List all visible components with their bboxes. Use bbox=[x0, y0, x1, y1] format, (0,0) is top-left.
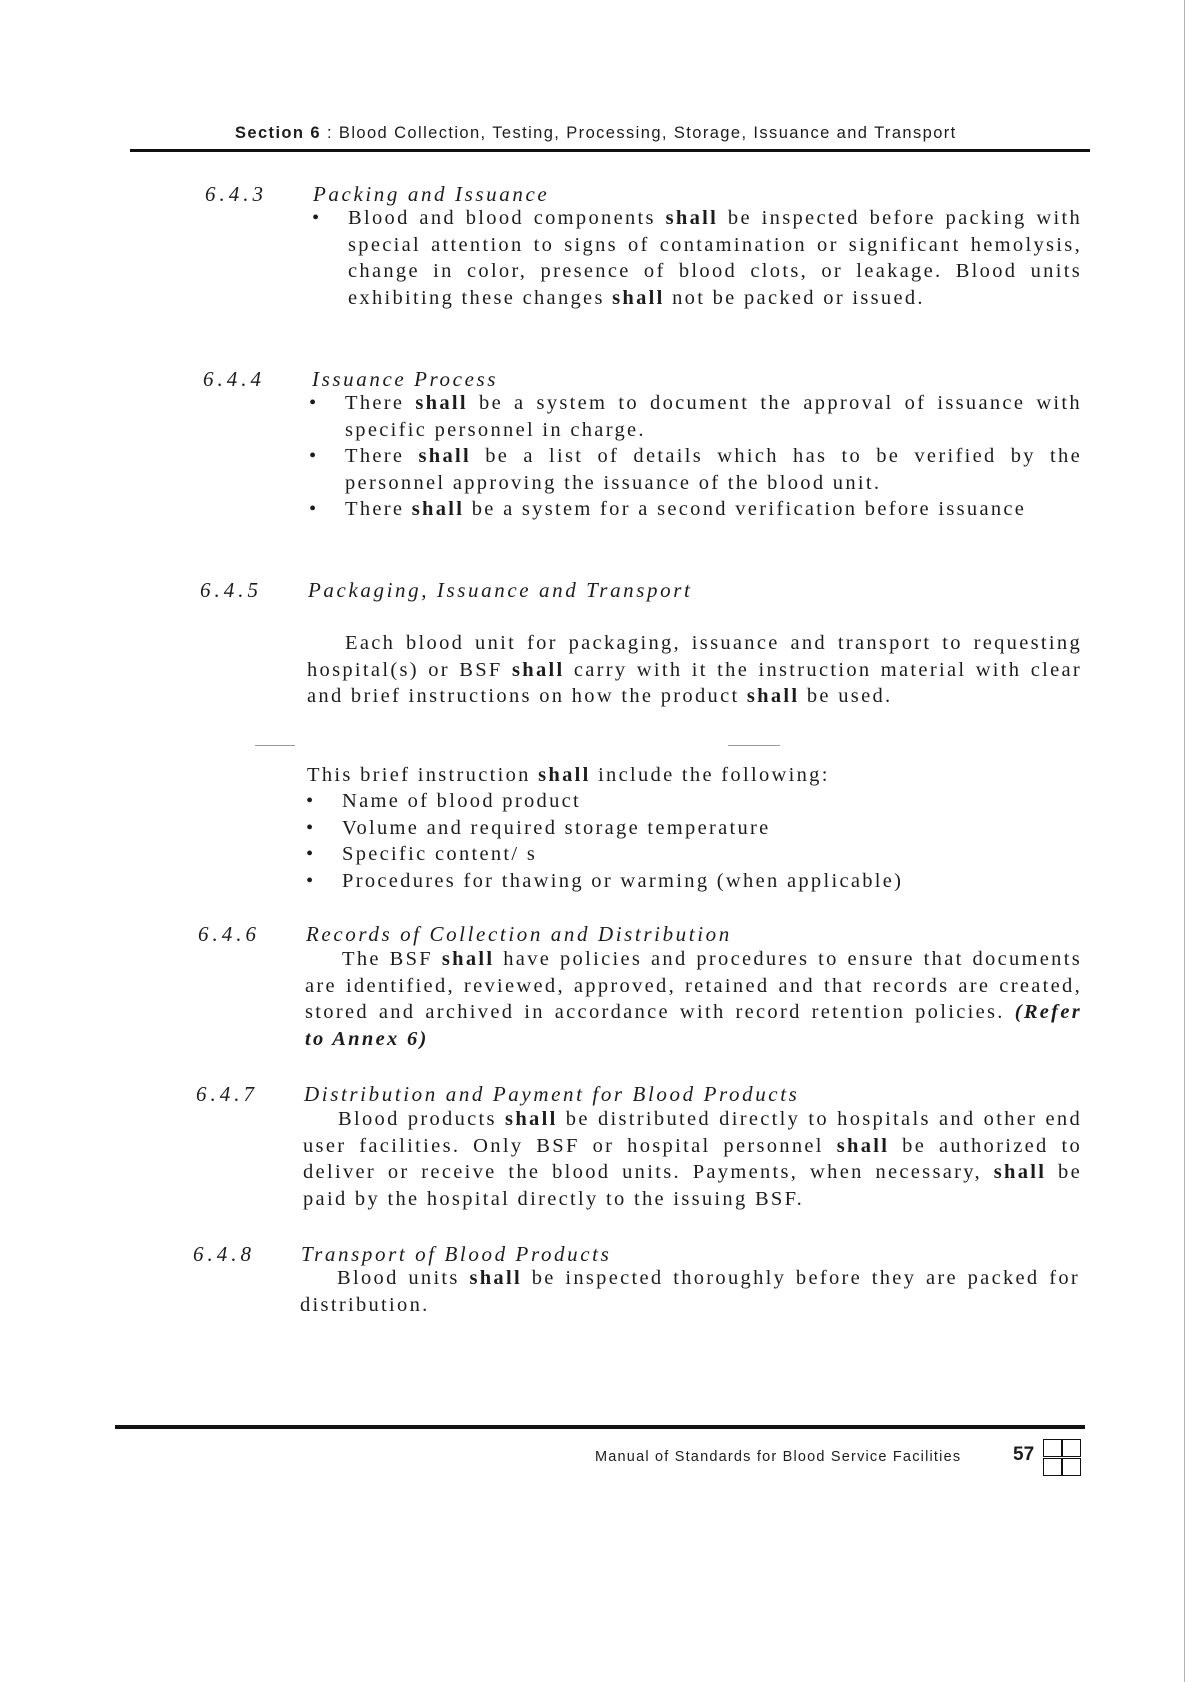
section-title: Distribution and Payment for Blood Products bbox=[304, 1082, 800, 1106]
list-item: • Specific content/ s bbox=[306, 843, 538, 865]
section-title: Issuance Process bbox=[312, 367, 499, 391]
section-number: 6.4.8 bbox=[193, 1242, 255, 1266]
section-paragraph: Blood units shall be inspected thoroughly before they are packed for distribution. bbox=[300, 1267, 1080, 1316]
list-item: • There shall be a list of details which has to be verified by the personnel approving the issuance of the blood unit. bbox=[309, 445, 1082, 494]
bullet-list bbox=[306, 788, 1082, 894]
list-item: • Name of blood product bbox=[306, 790, 582, 812]
page-edge bbox=[1184, 0, 1185, 1682]
bullet-list bbox=[312, 205, 1082, 311]
instruction-intro: This brief instruction shall include the following: bbox=[307, 764, 830, 786]
list-item: • Blood and blood components shall be inspected before packing with special attention to signs of contamination or significant hemolysis, change in color, presence of blood clots, or leakage. Blood units exhibiting these changes shall not be packed or issued. bbox=[312, 207, 1082, 309]
page-number: 57 bbox=[1013, 1444, 1035, 1465]
list-item: • Procedures for thawing or warming (when applicable) bbox=[306, 869, 904, 892]
header-section-title: : Blood Collection, Testing, Processing, Storage, Issuance and Transport bbox=[326, 124, 957, 142]
section-title: Records of Collection and Distribution bbox=[306, 922, 732, 946]
list-item: • There shall be a system to document the approval of issuance with specific personnel in charge. bbox=[309, 392, 1082, 441]
scan-mark bbox=[255, 745, 295, 746]
section-title: Packaging, Issuance and Transport bbox=[308, 578, 693, 602]
section-number: 6.4.4 bbox=[203, 367, 265, 391]
section-title: Transport of Blood Products bbox=[301, 1242, 612, 1266]
running-header bbox=[235, 124, 1090, 143]
section-paragraph: The BSF shall have policies and procedures to ensure that documents are identified, reviewed, approved, retained and that records are created, stored and archived in accordance with record retention policies. (Refer to Annex 6) bbox=[305, 948, 1082, 1050]
header-rule bbox=[130, 149, 1090, 152]
footer-rule bbox=[115, 1425, 1085, 1429]
section-number: 6.4.6 bbox=[198, 922, 260, 946]
section-number: 6.4.5 bbox=[200, 578, 262, 602]
section-title: Packing and Issuance bbox=[313, 182, 550, 206]
section-paragraph: Each blood unit for packaging, issuance and transport to requesting hospital(s) or BSF shall carry with it the instruction material with clear and brief instructions on how the product shall be used. bbox=[307, 632, 1083, 707]
section-number: 6.4.7 bbox=[196, 1082, 258, 1106]
footer-manual-title: Manual of Standards for Blood Service Facilities bbox=[595, 1449, 962, 1465]
bullet-list bbox=[309, 390, 1082, 523]
section-paragraph: Blood products shall be distributed directly to hospitals and other end user facilities. Only BSF or hospital personnel shall be authorized to deliver or receive the blood units. Payments, when necessary, shall be paid by the hospital directly to the issuing BSF. bbox=[303, 1108, 1082, 1210]
scan-mark bbox=[728, 745, 780, 746]
section-number: 6.4.3 bbox=[205, 182, 267, 206]
four-squares-icon bbox=[1043, 1439, 1083, 1477]
list-item: • There shall be a system for a second verification before issuance bbox=[309, 498, 1027, 520]
header-section-label: Section 6 bbox=[235, 124, 321, 142]
list-item: • Volume and required storage temperature bbox=[306, 816, 771, 839]
